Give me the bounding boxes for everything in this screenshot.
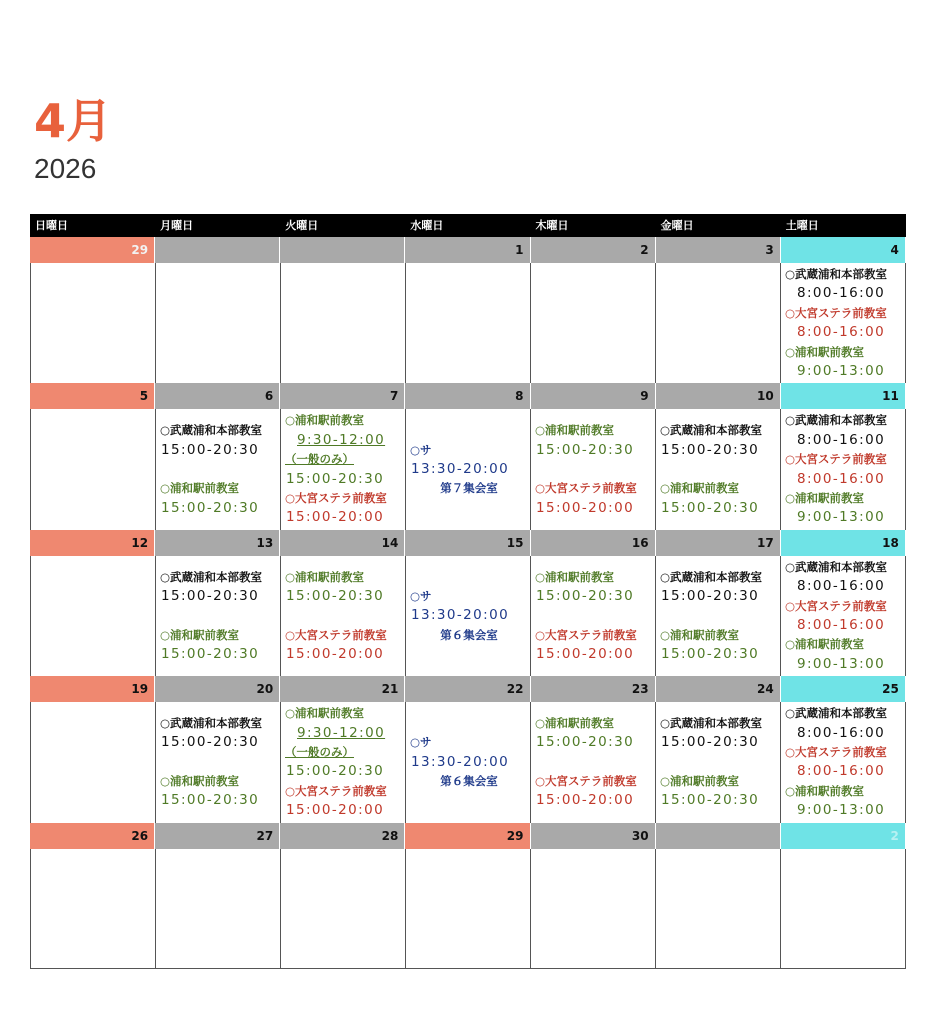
day-cell[interactable] [281,263,406,384]
date-number[interactable]: 26 [30,823,155,849]
schedule-location: ○浦和駅前教室 [160,627,240,642]
date-number[interactable]: 29 [405,823,530,849]
date-number[interactable] [656,823,781,849]
schedule-location: ○浦和駅前教室 [535,716,615,731]
calendar-week [30,530,906,676]
schedule-time: 15:00-20:00 [536,792,635,809]
schedule-time: 9:00-13:00 [797,363,886,380]
schedule-time: 8:00-16:00 [797,763,886,780]
schedule-time: 15:00-20:30 [161,441,260,458]
date-number[interactable]: 24 [656,676,781,702]
day-cell[interactable] [531,556,656,677]
schedule-time: 15:00-20:00 [286,802,385,819]
schedule-time: 13:30-20:00 [411,460,510,477]
day-cell[interactable] [406,556,531,677]
schedule-time: 15:00-20:30 [161,792,260,809]
schedule-location: ○浦和駅前教室 [285,569,365,584]
day-cell[interactable] [531,263,656,384]
day-cell[interactable] [156,556,281,677]
schedule-time: 15:00-20:30 [286,763,385,780]
date-number[interactable]: 9 [531,383,656,409]
date-number[interactable]: 2 [531,237,656,263]
schedule-time: 9:00-13:00 [797,655,886,672]
day-cells-row [30,702,906,823]
schedule-location: ○武蔵浦和本部教室 [660,569,763,584]
date-number[interactable]: 5 [30,383,155,409]
schedule-time: 15:00-20:30 [536,734,635,751]
schedule-time: 15:00-20:30 [661,734,760,751]
schedule-location: ○浦和駅前教室 [535,423,615,438]
weekday-label: 日曜日 [35,219,68,232]
date-number[interactable] [280,237,405,263]
weekday-label: 月曜日 [160,219,194,232]
schedule-time: 15:00-20:00 [286,645,385,662]
day-cell[interactable] [31,849,156,969]
schedule-location: ○武蔵浦和本部教室 [785,559,888,574]
day-cells-row [30,409,906,530]
spacer [660,460,778,479]
date-number[interactable]: 2 [781,823,906,849]
date-number-row [30,676,906,702]
schedule-location: ○浦和駅前教室 [785,344,865,359]
schedule-location: ○大宮ステラ前教室 [285,783,387,798]
day-cell[interactable] [31,409,156,530]
schedule-time: 15:00-20:30 [661,792,760,809]
date-number[interactable]: 23 [531,676,656,702]
calendar-week [30,383,906,529]
schedule-time: 9:30-12:00 [297,724,386,741]
date-number[interactable]: 28 [280,823,405,849]
date-number[interactable] [155,237,280,263]
schedule-location: ○浦和駅前教室 [285,413,365,428]
schedule-time: 8:00-16:00 [797,724,886,741]
day-cell[interactable] [781,263,906,384]
schedule-location: ○武蔵浦和本部教室 [160,716,263,731]
calendar-week [30,823,906,969]
calendar-weeks [30,237,906,969]
day-cell[interactable] [31,702,156,823]
day-cell[interactable] [656,849,781,969]
schedule-location: ○大宮ステラ前教室 [785,452,887,467]
schedule-time: 15:00-20:00 [286,509,385,526]
date-number[interactable]: 14 [280,530,405,556]
schedule-time: 15:00-20:30 [161,588,260,605]
schedule-location: ○浦和駅前教室 [660,627,740,642]
date-number[interactable]: 19 [30,676,155,702]
schedule-time: 15:00-20:30 [161,645,260,662]
day-cell[interactable] [406,702,531,823]
day-cell[interactable] [156,702,281,823]
day-cells-row [30,263,906,384]
calendar-week [30,237,906,383]
date-number-row [30,823,906,849]
schedule-time: 8:00-16:00 [797,617,886,633]
schedule-location: ○大宮ステラ前教室 [285,627,387,642]
spacer [535,753,653,772]
schedule-location: ○浦和駅前教室 [785,637,865,652]
date-number[interactable]: 3 [656,237,781,263]
date-number[interactable]: 29 [30,237,155,263]
schedule-location: 第６集会室 [440,627,498,642]
schedule-location: ○大宮ステラ前教室 [285,491,387,506]
date-number[interactable]: 1 [405,237,530,263]
date-number[interactable]: 30 [531,823,656,849]
day-cell[interactable] [781,849,906,969]
day-cell[interactable] [31,263,156,384]
calendar-grid [30,214,906,969]
weekday-label: 金曜日 [660,219,694,232]
weekday-label: 土曜日 [785,219,819,232]
schedule-location: （一般のみ） [285,744,354,759]
schedule-time: 15:00-20:30 [286,588,385,605]
schedule-time: 8:00-16:00 [797,470,886,487]
date-number[interactable]: 7 [280,383,405,409]
weekday-header [30,214,906,237]
schedule-time: 15:00-20:30 [661,499,760,516]
schedule-time: 8:00-16:00 [797,578,886,595]
year-label: 2026 [34,153,97,184]
date-number[interactable]: 25 [781,676,906,702]
date-number-row [30,237,906,263]
day-cell[interactable] [156,849,281,969]
day-cell[interactable] [781,556,906,677]
weekday-label: 火曜日 [285,219,319,232]
schedule-time: 15:00-20:30 [661,441,760,458]
day-cell[interactable] [656,556,781,677]
schedule-location: ○浦和駅前教室 [285,706,365,721]
day-cell[interactable] [656,409,781,530]
schedule-location: ○武蔵浦和本部教室 [160,569,263,584]
date-number-row [30,530,906,556]
schedule-time: 8:00-16:00 [797,324,886,341]
date-number[interactable]: 4 [781,237,906,263]
schedule-time: 13:30-20:00 [411,753,510,770]
day-cell[interactable] [406,849,531,969]
date-number[interactable]: 16 [531,530,656,556]
schedule-location: ○大宮ステラ前教室 [535,481,637,496]
schedule-location: （一般のみ） [285,452,354,467]
schedule-time: 9:30-12:00 [297,431,386,448]
day-cell[interactable] [656,702,781,823]
day-cell[interactable] [281,702,406,823]
schedule-location: ○大宮ステラ前教室 [785,744,887,759]
day-cell[interactable] [156,409,281,530]
day-cell[interactable] [781,702,906,823]
schedule-location: ○武蔵浦和本部教室 [785,413,888,428]
schedule-time: 9:00-13:00 [797,509,886,526]
day-cells-row [30,849,906,969]
schedule-time: 8:00-16:00 [797,431,886,448]
schedule-time: 15:00-20:00 [536,499,635,516]
spacer [160,753,278,772]
date-number[interactable]: 6 [155,383,280,409]
schedule-time: 15:00-20:30 [161,499,260,516]
day-cell[interactable] [781,409,906,530]
schedule-time: 15:00-20:30 [161,734,260,751]
date-number[interactable]: 8 [405,383,530,409]
date-number[interactable]: 13 [155,530,280,556]
schedule-location: ○浦和駅前教室 [660,481,740,496]
day-cell[interactable] [406,409,531,530]
date-number[interactable]: 27 [155,823,280,849]
schedule-location: ○浦和駅前教室 [160,481,240,496]
date-number[interactable]: 22 [405,676,530,702]
schedule-location: ○サ [410,735,432,750]
date-number[interactable]: 20 [155,676,280,702]
schedule-location: ○浦和駅前教室 [785,491,865,506]
schedule-location: ○浦和駅前教室 [660,773,740,788]
day-cell[interactable] [656,263,781,384]
schedule-location: ○武蔵浦和本部教室 [660,716,763,731]
schedule-location: ○武蔵浦和本部教室 [785,267,888,281]
day-cell[interactable] [531,849,656,969]
weekday-label: 木曜日 [535,219,569,232]
schedule-location: ○大宮ステラ前教室 [785,305,887,320]
day-cell[interactable] [531,702,656,823]
date-number[interactable]: 10 [656,383,781,409]
calendar-week [30,676,906,822]
day-cell[interactable] [281,556,406,677]
day-cell[interactable] [406,263,531,384]
date-number-row [30,383,906,409]
spacer [160,607,278,626]
schedule-location: ○大宮ステラ前教室 [535,627,637,642]
weekday-label: 水曜日 [410,219,444,232]
date-number[interactable]: 17 [656,530,781,556]
schedule-time: 15:00-20:30 [661,645,760,662]
spacer [535,460,653,479]
schedule-location: 第７集会室 [440,481,498,496]
schedule-location: ○武蔵浦和本部教室 [785,706,888,721]
schedule-time: 15:00-20:30 [661,588,760,605]
schedule-time: 15:00-20:30 [286,470,385,487]
day-cell[interactable] [31,556,156,677]
date-number[interactable]: 15 [405,530,530,556]
schedule-location: ○サ [410,442,432,457]
date-number[interactable]: 11 [781,383,906,409]
spacer [535,607,653,626]
spacer [160,460,278,479]
schedule-location: ○武蔵浦和本部教室 [160,423,263,438]
date-number[interactable]: 21 [280,676,405,702]
schedule-time: 8:00-16:00 [797,285,886,302]
month-title: 4月 [34,94,113,148]
schedule-location: ○浦和駅前教室 [785,783,865,798]
date-number[interactable]: 12 [30,530,155,556]
schedule-location: ○サ [410,588,432,603]
day-cell[interactable] [281,849,406,969]
schedule-location: ○浦和駅前教室 [535,569,615,584]
schedule-time: 9:00-13:00 [797,802,886,819]
schedule-location: ○武蔵浦和本部教室 [660,423,763,438]
spacer [285,607,403,626]
day-cell[interactable] [531,409,656,530]
day-cell[interactable] [156,263,281,384]
day-cells-row [30,556,906,677]
spacer [660,607,778,626]
schedule-time: 15:00-20:30 [536,588,635,605]
day-cell[interactable] [281,409,406,530]
schedule-location: 第６集会室 [440,774,498,789]
spacer [660,753,778,772]
schedule-location: ○大宮ステラ前教室 [535,773,637,788]
schedule-location: ○大宮ステラ前教室 [785,598,887,613]
schedule-time: 15:00-20:30 [536,441,635,458]
schedule-location: ○浦和駅前教室 [160,773,240,788]
date-number[interactable]: 18 [781,530,906,556]
schedule-time: 13:30-20:00 [411,607,510,624]
schedule-time: 15:00-20:00 [536,645,635,662]
